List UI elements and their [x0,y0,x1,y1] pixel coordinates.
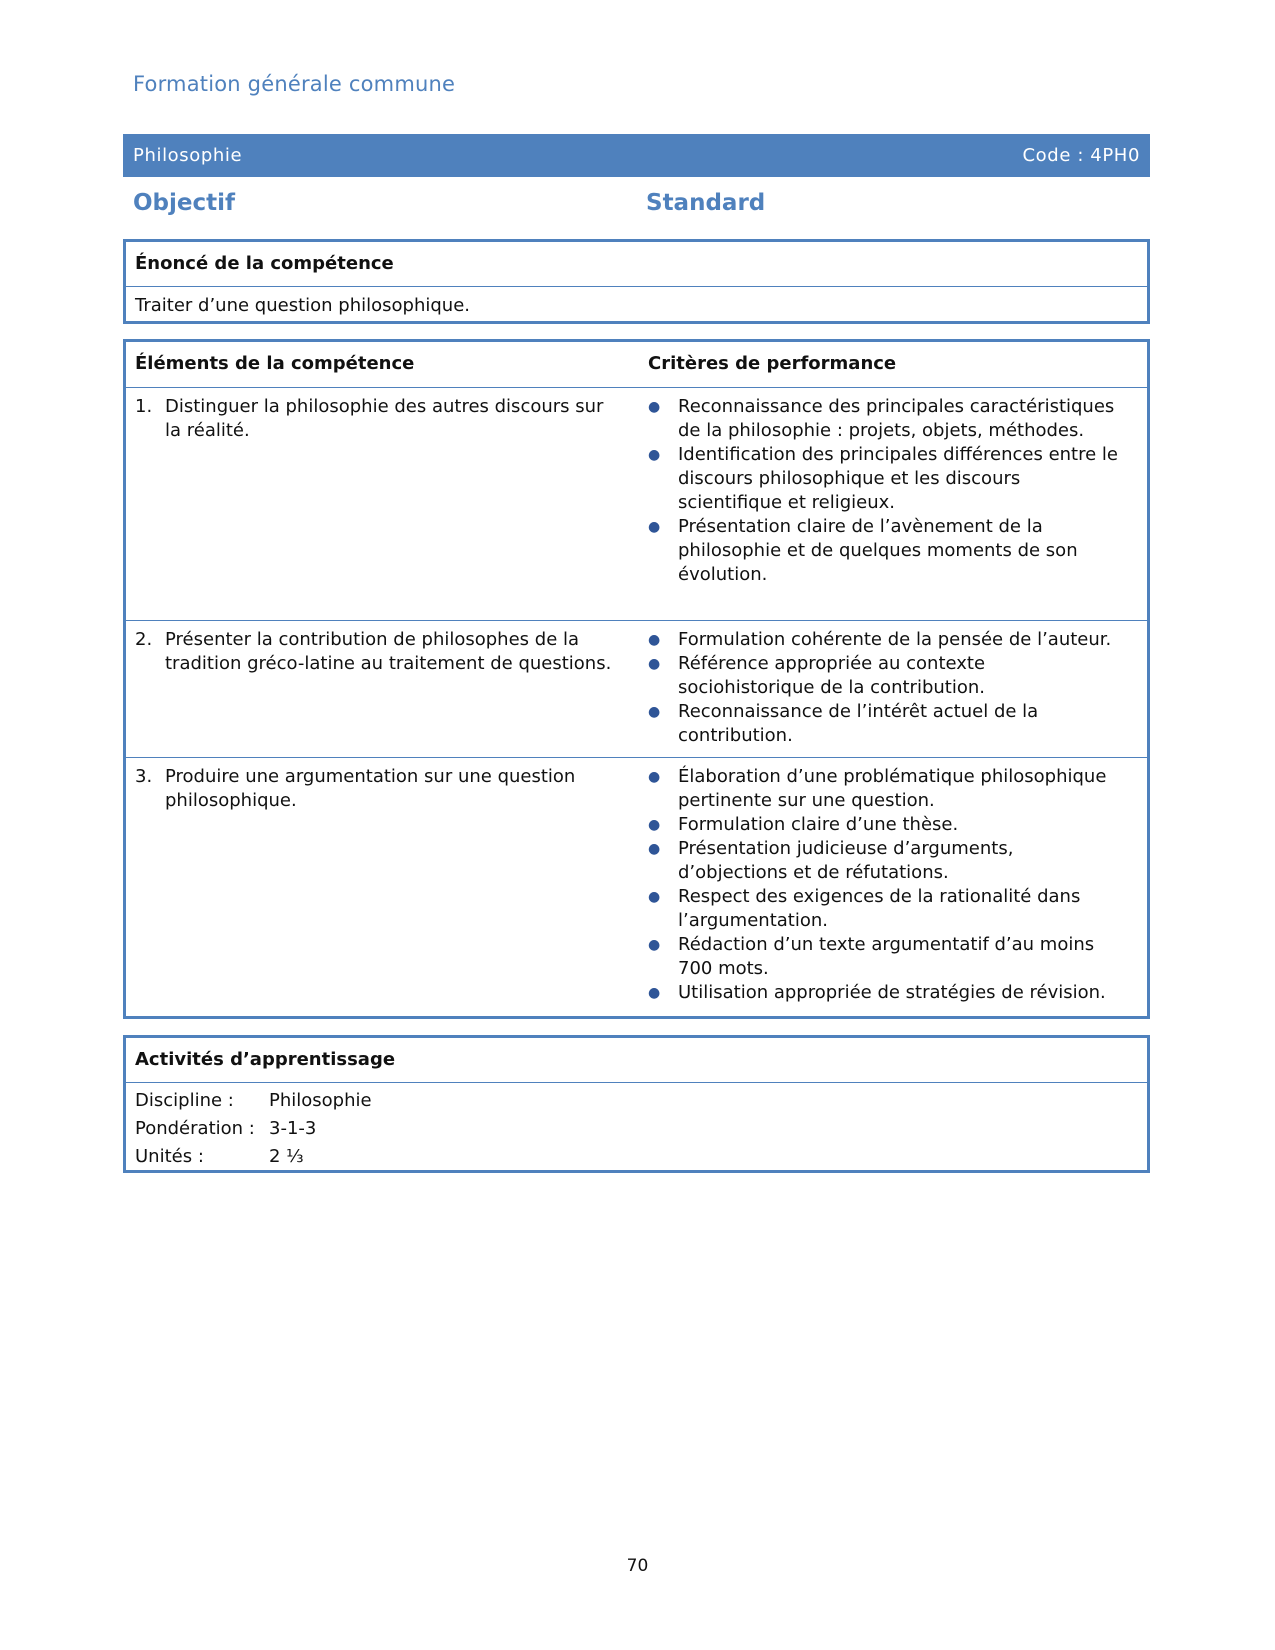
course-header-bar [123,134,1150,177]
activite-field [135,1143,1138,1171]
bullet-icon: ● [648,656,661,672]
criteria-text: Reconnaissance de l’intérêt actuel de la contribution. [678,701,1039,746]
criteria-text: Identification des principales différences entre le discours philosophique et les discours scientifique et religieux. [678,444,1118,513]
criteria-list [648,628,1118,748]
bullet-icon: ● [648,985,661,1001]
bullet-icon: ● [648,704,661,720]
criteria-text: Respect des exigences de la rationalité dans l’argumentation. [678,886,1081,931]
page-number: 70 [626,1556,649,1576]
bullet-icon: ● [648,447,661,463]
criteria-text: Référence appropriée au contexte sociohistorique de la contribution. [678,653,986,698]
elements-table [123,339,1150,1019]
criteria-text: Formulation cohérente de la pensée de l’auteur. [678,629,1112,650]
bullet-icon: ● [648,817,661,833]
enonce-box [123,239,1150,324]
criteria-item [648,885,1118,933]
element-cell [135,395,615,443]
objectif-heading: Objectif [133,190,236,216]
criteria-item [648,628,1118,652]
criteria-item [648,443,1118,515]
criteria-list [648,765,1118,1005]
enonce-heading: Énoncé de la compétence [126,242,1147,287]
column-headings [133,190,1150,220]
criteria-text: Présentation claire de l’avènement de la philosophie et de quelques moments de son évolution. [678,516,1078,585]
bullet-icon: ● [648,889,661,905]
field-value: 3-1-3 [269,1118,317,1139]
enonce-text: Traiter d’une question philosophique. [135,295,470,316]
activites-heading: Activités d’apprentissage [126,1038,1147,1083]
criteria-item [648,813,1118,837]
criteria-heading: Critères de performance [648,353,897,374]
activites-box [123,1035,1150,1173]
activite-field [135,1115,1138,1143]
bullet-icon: ● [648,399,661,415]
bullet-icon: ● [648,519,661,535]
criteria-item [648,700,1118,748]
element-text: Distinguer la philosophie des autres discours sur la réalité. [165,396,604,441]
criteria-text: Reconnaissance des principales caractéristiques de la philosophie : projets, objets, méthodes. [678,396,1115,441]
bullet-icon: ● [648,937,661,953]
element-number: 1. [135,396,153,417]
element-text: Présenter la contribution de philosophes de la tradition gréco-latine au traitement de questions. [165,629,612,674]
activite-field [135,1087,1138,1115]
criteria-item [648,981,1118,1005]
bullet-icon: ● [648,841,661,857]
field-value: Philosophie [269,1090,372,1111]
element-cell [135,765,615,813]
criteria-item [648,652,1118,700]
bullet-icon: ● [648,769,661,785]
criteria-text: Rédaction d’un texte argumentatif d’au moins 700 mots. [678,934,1095,979]
course-code: Code : 4PH0 [1022,145,1140,166]
criteria-item [648,515,1118,587]
criteria-item [648,933,1118,981]
criteria-item [648,765,1118,813]
elements-heading: Éléments de la compétence [135,353,415,374]
elements-table-header [126,342,1147,388]
criteria-text: Élaboration d’une problématique philosophique pertinente sur une question. [678,766,1107,811]
bullet-icon: ● [648,632,661,648]
activites-fields [126,1083,1147,1175]
criteria-text: Présentation judicieuse d’arguments, d’objections et de réfutations. [678,838,1014,883]
criteria-text: Formulation claire d’une thèse. [678,814,959,835]
field-label: Discipline : [135,1090,234,1111]
element-text: Produire une argumentation sur une question philosophique. [165,766,576,811]
course-name: Philosophie [133,145,243,166]
field-label: Unités : [135,1146,204,1167]
criteria-item [648,837,1118,885]
criteria-text: Utilisation appropriée de stratégies de révision. [678,982,1106,1003]
standard-heading: Standard [646,190,766,216]
criteria-list [648,395,1118,587]
field-label: Pondération : [135,1118,255,1139]
section-title: Formation générale commune [133,72,456,96]
field-value: 2 ⅓ [269,1146,304,1167]
element-number: 2. [135,629,153,650]
table-row [126,758,1147,1019]
criteria-item [648,395,1118,443]
element-cell [135,628,615,676]
element-number: 3. [135,766,153,787]
table-row [126,621,1147,758]
table-row [126,388,1147,621]
elements-rows [126,388,1147,1019]
